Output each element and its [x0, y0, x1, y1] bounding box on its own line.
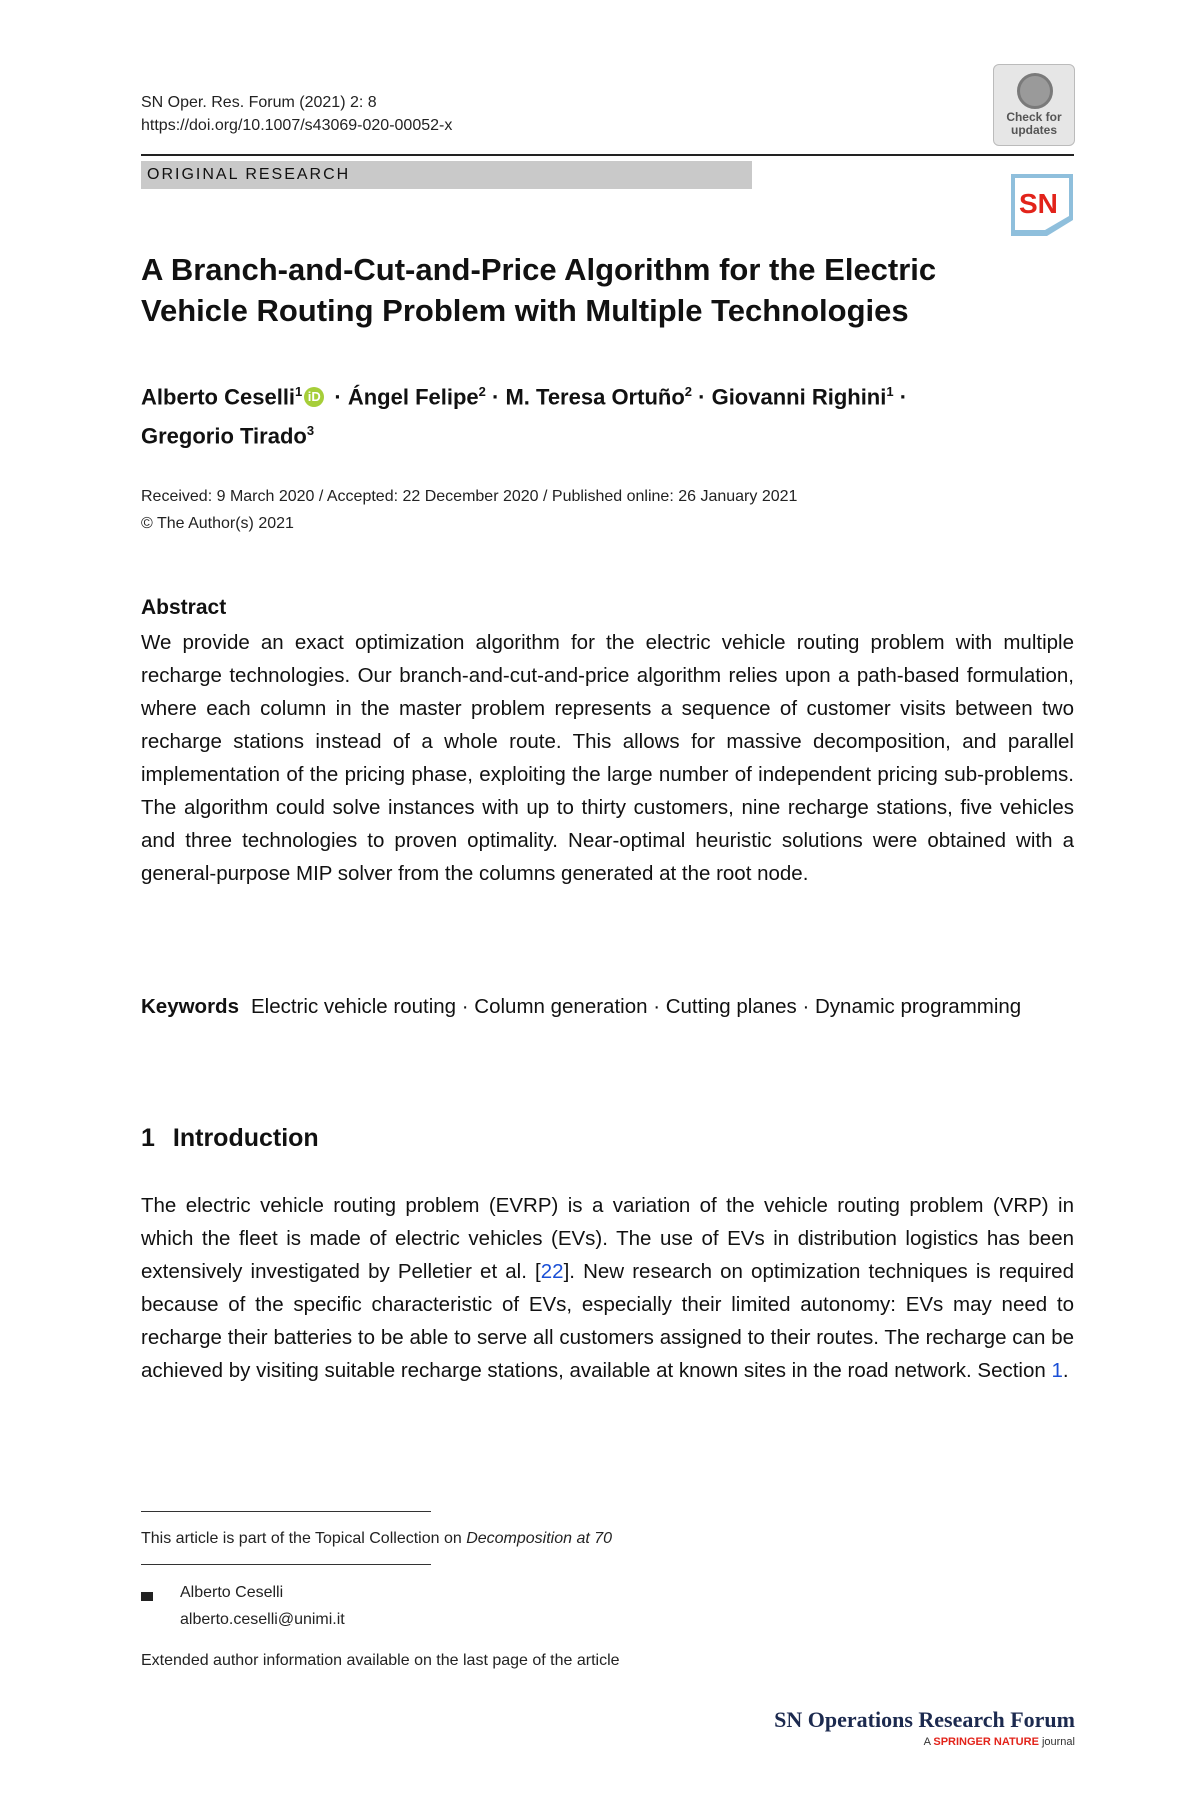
- brand-prefix: A: [923, 1736, 931, 1748]
- collection-prefix: This article is part of the Topical Collection on: [141, 1530, 467, 1547]
- date-history: Received: 9 March 2020 / Accepted: 22 December 2020 / Published online: 26 January 2021: [141, 488, 798, 505]
- check-updates-icon: [1017, 73, 1053, 109]
- abstract-heading: Abstract: [141, 596, 227, 619]
- sn-logo-text: SN: [1019, 188, 1058, 219]
- collection-footnote: [141, 1530, 612, 1548]
- author-separator: ·: [698, 384, 706, 410]
- introduction-paragraph: [141, 1189, 1074, 1387]
- section-ref-link[interactable]: 1: [1051, 1359, 1063, 1382]
- sn-logo-icon: [1009, 172, 1075, 238]
- author-name[interactable]: Giovanni Righini: [711, 384, 887, 410]
- author-name[interactable]: Ángel Felipe: [347, 384, 479, 410]
- title-line-2: Vehicle Routing Problem with Multiple Technologies: [141, 293, 909, 328]
- journal-citation: SN Oper. Res. Forum (2021) 2: 8: [141, 94, 377, 111]
- author-affiliation: 2: [478, 384, 486, 399]
- footnote-rule: [141, 1564, 431, 1565]
- author-affiliation: 2: [684, 384, 692, 399]
- journal-reference: [141, 91, 452, 137]
- author-name[interactable]: Alberto Ceselli: [141, 384, 296, 410]
- abstract-text: We provide an exact optimization algorithm for the electric vehicle routing problem with multiple recharge technologies. Our branch-and-cut-and-price algorithm relies upon a path-based formulation, where each column in the master problem represents a sequence of customer visits between two recharge stations instead of a whole route. This allows for massive decomposition, and parallel implementation of the pricing phase, exploiting the large number of independent pricing sub-problems. The algorithm could solve instances with up to thirty customers, nine recharge stations, five vehicles and three technologies to proven optimality. Near-optimal heuristic solutions were obtained with a general-purpose MIP solver from the columns generated at the root node.: [141, 631, 1074, 885]
- check-for-updates-badge[interactable]: [993, 64, 1075, 146]
- author-list: [141, 375, 1041, 454]
- section-label-band: [141, 161, 752, 189]
- envelope-icon: [141, 1592, 153, 1601]
- copyright-notice: © The Author(s) 2021: [141, 515, 294, 532]
- check-updates-label: Check for updates: [1006, 110, 1062, 137]
- keywords-label: Keywords: [141, 995, 239, 1018]
- journal-brand-sub: [890, 1736, 1075, 1748]
- intro-text: The electric vehicle routing problem (EVRP) is a variation of the vehicle routing problem (VRP) in which the fleet is made of electric vehicles (EVs). The use of EVs in distribution logistics has been extensively investigated by Pelletier et al. [: [141, 1194, 1074, 1283]
- keywords-text: Electric vehicle routing · Column generation · Cutting planes · Dynamic programming: [250, 995, 1022, 1018]
- orcid-icon[interactable]: iD: [304, 387, 324, 407]
- corresponding-author-email[interactable]: alberto.ceselli@unimi.it: [180, 1611, 345, 1628]
- journal-brand-name: SN Operations Research Forum: [774, 1707, 1075, 1732]
- citation-link[interactable]: 22: [540, 1260, 564, 1283]
- author-affiliation: 1: [295, 384, 303, 399]
- footnote-rule: [141, 1511, 431, 1512]
- publication-dates: [141, 483, 797, 537]
- section-number: 1: [141, 1124, 155, 1152]
- author-separator: ·: [899, 384, 908, 410]
- header-rule: [141, 154, 1074, 156]
- doi-link[interactable]: https://doi.org/10.1007/s43069-020-00052-x: [141, 117, 453, 134]
- author-affiliation: 3: [306, 423, 315, 439]
- intro-text: .: [1062, 1359, 1069, 1382]
- collection-name: Decomposition at 70: [466, 1530, 613, 1547]
- extended-info-note: Extended author information available on the last page of the article: [141, 1652, 620, 1669]
- article-title: [141, 249, 1041, 331]
- section-label: ORIGINAL RESEARCH: [147, 166, 351, 183]
- author-separator: ·: [334, 384, 342, 410]
- springer-nature-logo: SPRINGER NATURE: [933, 1736, 1039, 1748]
- corresponding-author-name: Alberto Ceselli: [180, 1584, 284, 1601]
- brand-suffix: journal: [1041, 1736, 1075, 1748]
- section-title: Introduction: [172, 1124, 319, 1152]
- author-name[interactable]: M. Teresa Ortuño: [505, 384, 685, 410]
- author-separator: ·: [492, 384, 500, 410]
- author-affiliation: 1: [886, 384, 894, 399]
- section-heading-introduction: [141, 1124, 319, 1153]
- author-name[interactable]: Gregorio Tirado: [141, 423, 307, 449]
- keywords: [141, 990, 1074, 1023]
- title-line-1: A Branch-and-Cut-and-Price Algorithm for the Electric: [141, 252, 937, 287]
- intro-text: ]. New research on optimization techniques is required because of the specific characteristic of EVs, especially their limited autonomy: EVs may need to recharge their batteries to be able to serve all customers assigned to their routes. The recharge can be achieved by visiting suitable recharge stations, available at known sites in the road network. Section: [141, 1260, 1074, 1382]
